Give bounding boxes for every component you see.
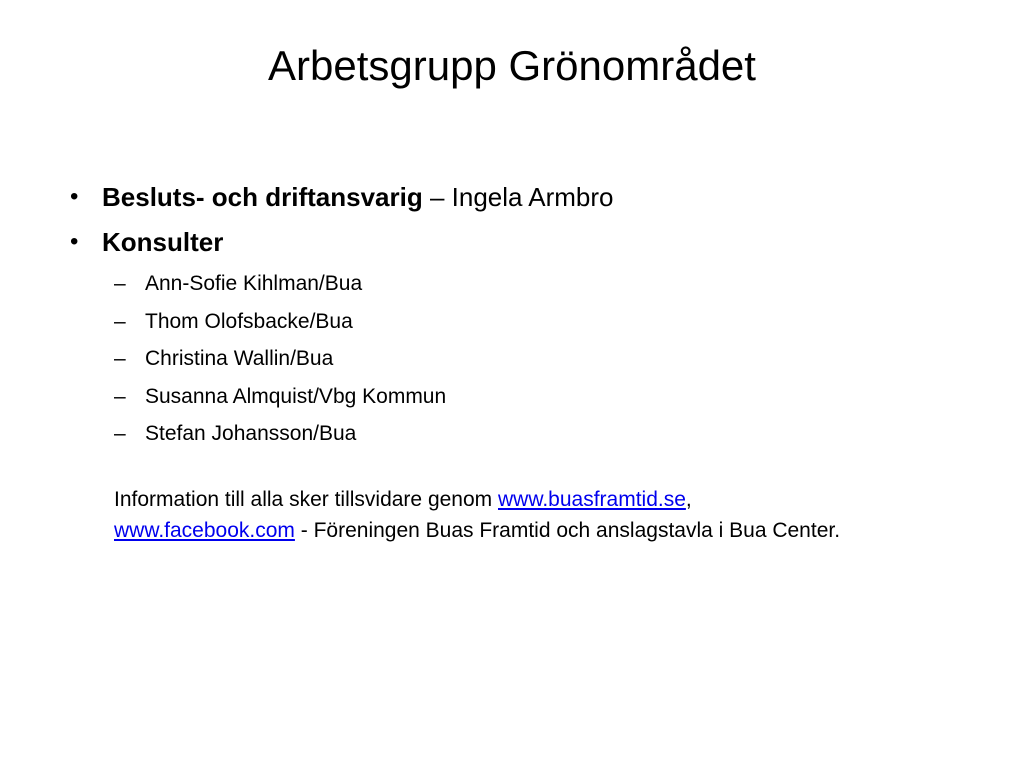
list-item [114,345,950,372]
bullet-icon: • [70,183,79,210]
info-paragraph [114,484,934,546]
dash-icon: – [114,422,126,445]
dash-icon: – [114,384,126,408]
dash-icon: – [114,309,126,333]
consultants-list [114,270,950,447]
info-text-after: - Föreningen Buas Framtid och anslagstavla i Bua Center. [294,519,841,542]
list-item [114,383,950,410]
consultants-heading: Konsulter [102,227,224,257]
list-item [114,308,950,335]
dash-icon: – [114,272,126,295]
bullet-icon: • [70,228,79,255]
info-comma: , [685,488,692,511]
consultant-name: Stefan Johansson/Bua [145,422,357,445]
list-item [114,420,950,447]
slide-content [70,180,950,546]
role-label: Besluts- och driftansvarig [102,182,423,212]
bullet-item-responsible [70,180,950,214]
bullet-item-consultants [70,225,950,259]
consultant-name: Susanna Almquist/Vbg Kommun [145,384,447,408]
facebook-link[interactable]: www.facebook.com [114,519,295,542]
slide-title: Arbetsgrupp Grönområdet [268,42,756,89]
consultant-name: Ann-Sofie Kihlman/Bua [145,272,363,295]
buasframtid-link[interactable]: www.buasframtid.se [498,488,686,511]
info-text-before: Information till alla sker tillsvidare genom [114,488,498,511]
consultant-name: Christina Wallin/Bua [145,347,334,370]
list-item [114,270,950,297]
responsible-person: – Ingela Armbro [422,182,614,212]
consultant-name: Thom Olofsbacke/Bua [145,309,353,333]
dash-icon: – [114,347,126,370]
